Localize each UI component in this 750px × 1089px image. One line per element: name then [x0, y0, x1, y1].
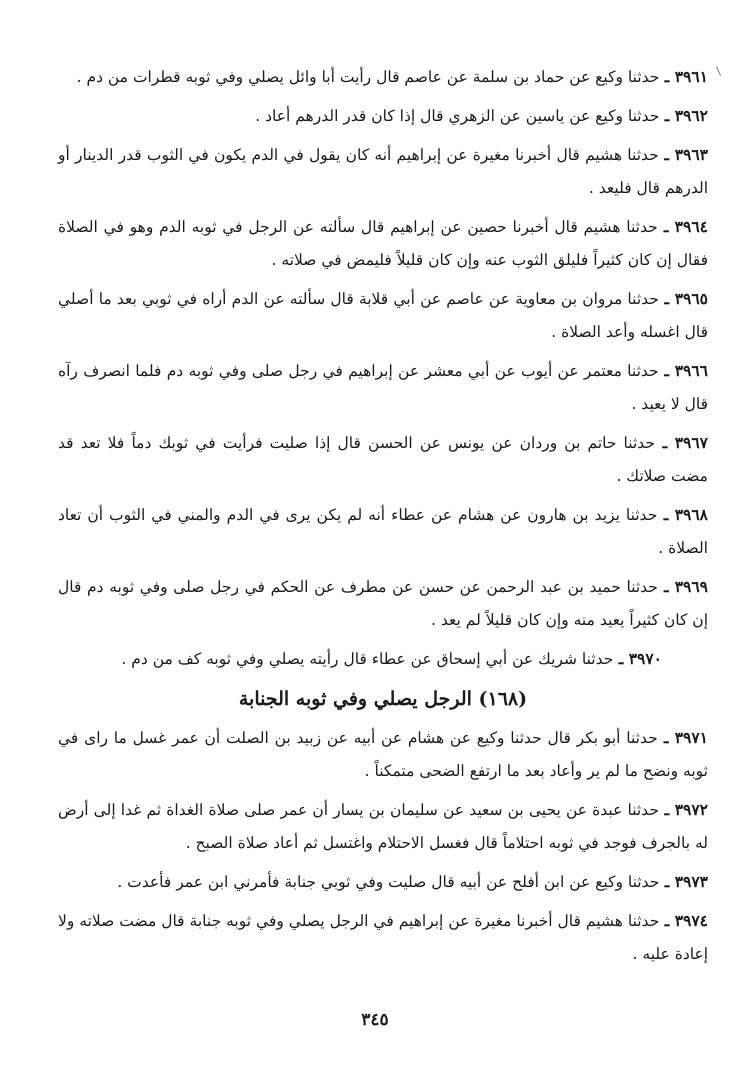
hadith-3965 [58, 282, 708, 349]
page-number: ٣٤٥ [361, 1010, 389, 1030]
hadith-text: حدثنا وكيع عن ياسين عن الزهري قال إذا كان قدر الدرهم أعاد . [255, 107, 660, 125]
hadith-number: ٣٩٦١ [674, 67, 708, 86]
hadith-number: ٣٩٦٥ [674, 289, 708, 308]
hadith-3974 [58, 904, 708, 971]
hadith-separator: ـ [613, 649, 629, 668]
hadith-3967 [58, 426, 708, 493]
hadith-text: حدثنا وكيع عن ابن أفلح عن أبيه قال صليت وفي ثوبي جنابة فأمرني ابن عمر فأعدت . [117, 873, 660, 891]
hadith-3963 [58, 138, 708, 205]
hadith-separator: ـ [659, 67, 675, 86]
chapter-title: (١٦٨) الرجل يصلي وفي ثوبه الجنابة [238, 688, 528, 710]
hadith-number: ٣٩٦٣ [674, 145, 708, 164]
hadith-separator: ـ [657, 217, 675, 236]
hadith-number: ٣٩٦٦ [674, 361, 708, 380]
hadith-3968 [58, 498, 708, 565]
hadith-3971 [58, 721, 708, 788]
hadith-3962 [58, 99, 708, 133]
hadith-separator: ـ [659, 911, 675, 930]
corner-mark [716, 66, 721, 75]
hadith-separator: ـ [658, 145, 675, 164]
hadith-text: حدثنا مروان بن معاوية عن عاصم عن أبي قلابة قال سألته عن الدم أراه في ثوبي بعد ما أصلي قال اغسله وأعد الصلاة . [58, 290, 708, 341]
hadith-text: حدثنا شريك عن أبي إسحاق عن عطاء قال رأيته يصلي وفي ثوبه كف من دم . [121, 650, 614, 668]
hadith-number: ٣٩٦٩ [674, 577, 708, 596]
hadith-separator: ـ [658, 361, 675, 380]
hadith-text: حدثنا هشيم قال أخبرنا حصين عن إبراهيم قال سألته عن الرجل في ثوبه الدم وهو في الصلاة فقال إن كان كثيراً فليلق الثوب عنه وإن كان قليلاً فليمض في صلاته . [58, 218, 708, 269]
hadith-3973 [58, 865, 708, 899]
hadith-number: ٣٩٦٧ [674, 433, 709, 452]
hadith-text: حدثنا حاتم بن وردان عن يونس عن الحسن قال إذا صليت فرأيت في ثوبك دماً فلا تعد قد مضت صلاتك . [58, 434, 708, 485]
hadith-separator: ـ [657, 505, 675, 524]
hadith-number: ٣٩٦٤ [674, 217, 708, 236]
hadith-text: حدثنا وكيع عن حماد بن سلمة عن عاصم قال رأيت أبا وائل يصلي وفي ثوبه قطرات من دم . [76, 68, 660, 86]
hadith-text: حدثنا عبدة عن يحيى بن سعيد عن سليمان بن يسار أن عمر صلى صلاة الغداة ثم غدا إلى أرض له بالجرف فوجد في ثوبه احتلاماً قال فغسل الاحتلام واغتسل ثم أعاد صلاة الصبح . [58, 801, 708, 852]
hadith-text: حدثنا هشيم قال أخبرنا مغيرة عن إبراهيم في الرجل يصلي وفي ثوبه جنابة قال مضت صلاته ولا إعادة عليه . [58, 912, 708, 963]
hadith-separator: ـ [658, 289, 675, 308]
hadith-separator: ـ [659, 872, 675, 891]
hadith-3972 [58, 793, 708, 860]
hadith-number: ٣٩٧٣ [674, 872, 708, 891]
hadith-text: حدثنا يزيد بن هارون عن هشام عن عطاء أنه لم يكن يرى في الدم والمني في الثوب أن تعاد الصلاة . [58, 506, 708, 557]
hadith-text: حدثنا هشيم قال أخبرنا مغيرة عن إبراهيم أنه كان يقول في الدم يكون في الثوب قدر الدينار أو الدرهم قال فليعد . [58, 146, 708, 197]
hadith-3961 [58, 60, 708, 94]
hadith-3970 [58, 642, 708, 676]
hadith-number: ٣٩٧٠ [628, 649, 662, 668]
hadith-3964 [58, 210, 708, 277]
hadith-number: ٣٩٦٨ [674, 505, 708, 524]
hadith-separator: ـ [658, 800, 675, 819]
hadith-separator: ـ [657, 728, 675, 747]
hadith-number: ٣٩٦٢ [674, 106, 708, 125]
hadith-text: حدثنا أبو بكر قال حدثنا وكيع عن هشام عن أبيه عن زبيد بن الصلت أن عمر غسل ما راى في ثوبه ونضح ما لم ير وأعاد بعد ما ارتفع الضحى متمكناً . [58, 729, 708, 780]
hadith-3966 [58, 354, 708, 421]
hadith-number: ٣٩٧٢ [674, 800, 708, 819]
hadith-separator: ـ [655, 433, 675, 452]
hadith-3969 [58, 570, 708, 637]
hadith-text: حدثنا معتمر عن أيوب عن أبي معشر عن إبراهيم في رجل صلى وفي ثوبه دم فلما انصرف رآه قال لا يعيد . [58, 362, 708, 413]
hadith-number: ٣٩٧١ [674, 728, 708, 747]
hadith-separator: ـ [659, 106, 675, 125]
page-body [58, 60, 708, 976]
hadith-separator: ـ [657, 577, 675, 596]
hadith-number: ٣٩٧٤ [674, 911, 708, 930]
hadith-text: حدثنا حميد بن عبد الرحمن عن حسن عن مطرف عن الحكم في رجل صلى وفي ثوبه دم قال إن كان كثيراً يعيد منه وإن كان قليلاً لم يعد . [58, 578, 708, 629]
